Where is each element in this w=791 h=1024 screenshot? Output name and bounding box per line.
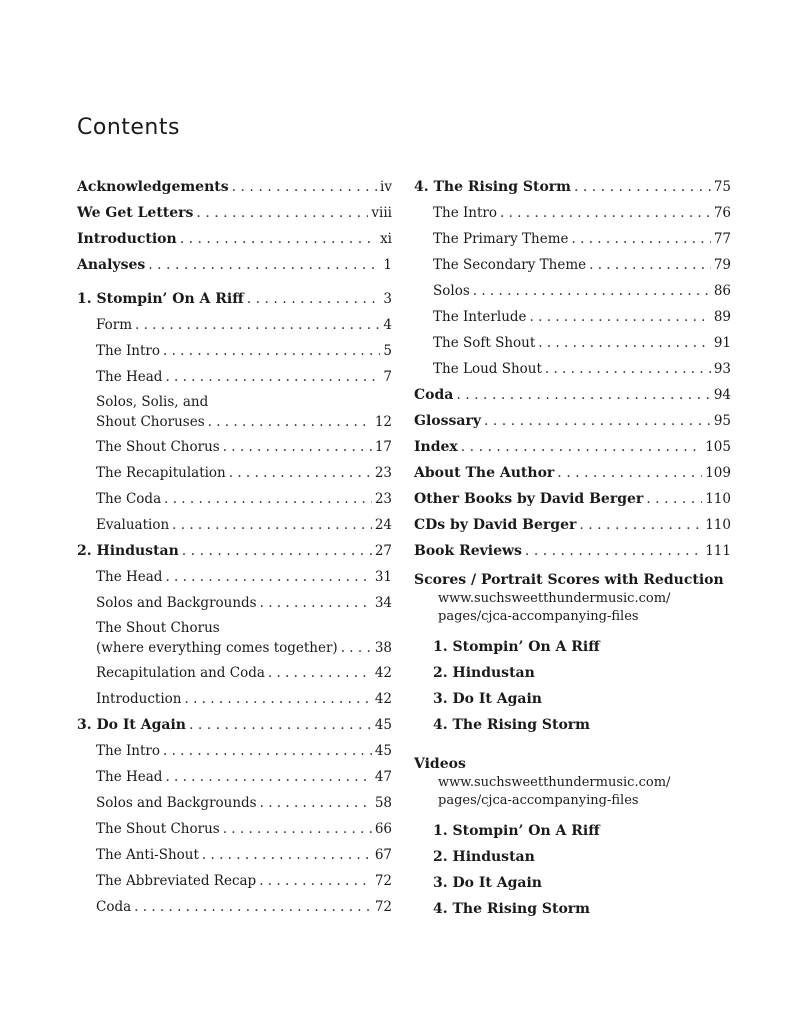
toc-page-number: 110	[705, 517, 731, 533]
toc-page-number: 94	[713, 387, 731, 403]
toc-entry-title: The Shout Chorus	[96, 821, 220, 837]
toc-page-number: 1	[383, 257, 392, 273]
toc-page-number: 111	[705, 543, 731, 559]
toc-page-number: 47	[374, 769, 392, 785]
dot-leader	[574, 176, 711, 198]
toc-entry[interactable]	[414, 514, 731, 540]
toc-entry[interactable]	[77, 566, 392, 592]
toc-entry-title: Other Books by David Berger	[414, 491, 644, 507]
toc-entry-title: The Recapitulation	[96, 465, 226, 481]
dot-leader	[229, 462, 372, 484]
dot-leader	[223, 818, 372, 840]
toc-entry-title: The Secondary Theme	[433, 257, 587, 273]
dot-leader	[589, 254, 711, 276]
toc-entry[interactable]	[414, 176, 731, 202]
dot-leader	[579, 514, 702, 536]
toc-entry[interactable]	[77, 340, 392, 366]
toc-page-number: xi	[380, 231, 392, 247]
dot-leader	[189, 714, 372, 736]
scores-item[interactable]: 3. Do It Again	[433, 691, 542, 707]
toc-page-number: 91	[713, 335, 731, 351]
toc-entry-title: Analyses	[77, 257, 146, 273]
toc-entry[interactable]	[77, 592, 392, 618]
toc-entry[interactable]	[77, 618, 392, 662]
toc-entry[interactable]	[77, 662, 392, 688]
toc-entry[interactable]	[414, 202, 731, 228]
toc-entry[interactable]	[77, 254, 392, 280]
toc-entry-title: 1. Stompin’ On A Riff	[77, 291, 244, 307]
toc-entry[interactable]	[77, 176, 392, 202]
toc-entry-title: Acknowledgements	[77, 179, 229, 195]
toc-entry[interactable]	[414, 280, 731, 306]
toc-entry-title: The Loud Shout	[433, 361, 542, 377]
dot-leader	[208, 412, 372, 432]
videos-item[interactable]: 4. The Rising Storm	[433, 901, 590, 917]
toc-entry-title: About The Author	[414, 465, 555, 481]
toc-entry[interactable]	[77, 844, 392, 870]
toc-entry-title: The Head	[96, 369, 163, 385]
toc-entry-title: We Get Letters	[77, 205, 194, 221]
dot-leader	[259, 870, 372, 892]
dot-leader	[182, 540, 372, 562]
toc-page-number: 34	[374, 595, 392, 611]
toc-entry-title: Coda	[96, 899, 132, 915]
toc-entry-title: The Coda	[96, 491, 162, 507]
toc-entry-title: Solos and Backgrounds	[96, 595, 257, 611]
toc-entry-title: Solos and Backgrounds	[96, 795, 257, 811]
toc-entry[interactable]	[77, 488, 392, 514]
toc-entry-title: Coda	[414, 387, 454, 403]
toc-page-number: 67	[374, 847, 392, 863]
toc-page-number: 27	[374, 543, 392, 559]
toc-entry[interactable]	[77, 436, 392, 462]
toc-entry[interactable]	[77, 688, 392, 714]
toc-page-number: viii	[371, 205, 392, 221]
toc-entry-title: Recapitulation and Coda	[96, 665, 265, 681]
dot-leader	[456, 384, 710, 406]
dot-leader	[260, 792, 372, 814]
toc-entry-title-cont: Shout Choruses	[96, 414, 205, 430]
toc-entry-title: Introduction	[96, 691, 182, 707]
dot-leader	[473, 280, 711, 302]
toc-page-number: 42	[374, 665, 392, 681]
toc-page-number: 77	[713, 231, 731, 247]
toc-entry[interactable]	[77, 228, 392, 254]
videos-item[interactable]: 1. Stompin’ On A Riff	[433, 823, 600, 839]
toc-entry[interactable]	[414, 384, 731, 410]
toc-entry-title: The Interlude	[433, 309, 527, 325]
toc-entry-title: The Head	[96, 769, 163, 785]
dot-leader	[557, 462, 702, 484]
dot-leader	[545, 358, 711, 380]
toc-left-column	[77, 176, 392, 922]
toc-entry-title: The Intro	[433, 205, 498, 221]
dot-leader	[165, 366, 380, 388]
dot-leader	[530, 306, 711, 328]
toc-page-number: 23	[374, 465, 392, 481]
toc-page-number: 110	[705, 491, 731, 507]
dot-leader	[163, 340, 380, 362]
dot-leader	[185, 688, 372, 710]
toc-entry[interactable]	[77, 514, 392, 540]
toc-page-number: 42	[374, 691, 392, 707]
toc-entry[interactable]	[414, 410, 731, 436]
dot-leader	[247, 288, 381, 310]
toc-entry-line	[96, 412, 392, 432]
toc-entry[interactable]	[77, 740, 392, 766]
toc-entry-title-cont: (where everything comes together)	[96, 640, 338, 656]
toc-entry[interactable]	[414, 332, 731, 358]
toc-entry-title: Solos	[433, 283, 470, 299]
scores-url-line1[interactable]: www.suchsweetthundermusic.com/	[438, 591, 671, 606]
toc-entry[interactable]	[77, 792, 392, 818]
toc-entry[interactable]	[414, 540, 731, 566]
toc-right-column	[414, 176, 731, 924]
dot-leader	[525, 540, 702, 562]
videos-item[interactable]: 2. Hindustan	[433, 849, 535, 865]
scores-item[interactable]: 4. The Rising Storm	[433, 717, 590, 733]
toc-entry-title: The Intro	[96, 743, 161, 759]
toc-entry[interactable]	[77, 766, 392, 792]
videos-url-line2[interactable]: pages/cjca-accompanying-files	[438, 793, 639, 808]
videos-heading: Videos	[414, 756, 466, 772]
toc-page-number: 79	[713, 257, 731, 273]
toc-entry-title: CDs by David Berger	[414, 517, 577, 533]
toc-entry[interactable]	[414, 306, 731, 332]
toc-entry-title: The Shout Chorus	[96, 439, 220, 455]
toc-entry[interactable]	[77, 202, 392, 228]
page-title: Contents	[77, 115, 180, 140]
toc-entry-title: The Anti-Shout	[96, 847, 199, 863]
dot-leader	[223, 436, 372, 458]
toc-entry[interactable]	[77, 392, 392, 436]
toc-page-number: 105	[705, 439, 731, 455]
toc-page-number: 7	[383, 369, 392, 385]
toc-entry-title: Book Reviews	[414, 543, 522, 559]
toc-entry[interactable]	[77, 818, 392, 844]
toc-entry[interactable]	[77, 462, 392, 488]
dot-leader	[260, 592, 372, 614]
scores-heading: Scores / Portrait Scores with Reduction	[414, 572, 724, 588]
toc-entry-line	[96, 638, 392, 658]
toc-page-number: 4	[383, 317, 392, 333]
videos-section	[414, 754, 731, 924]
toc-page-number: 24	[374, 517, 392, 533]
toc-entry[interactable]	[77, 870, 392, 896]
videos-item[interactable]: 3. Do It Again	[433, 875, 542, 891]
dot-leader	[538, 332, 711, 354]
toc-page-number: 72	[374, 899, 392, 915]
toc-entry-title: Solos, Solis, and	[96, 394, 209, 410]
toc-entry-title: 4. The Rising Storm	[414, 179, 571, 195]
dot-leader	[341, 638, 372, 658]
toc-entry-title: Introduction	[77, 231, 177, 247]
toc-entry-title: The Head	[96, 569, 163, 585]
toc-page-number: 109	[705, 465, 731, 481]
dot-leader	[172, 514, 372, 536]
dot-leader	[135, 314, 380, 336]
dot-leader	[572, 228, 711, 250]
dot-leader	[148, 254, 380, 276]
dot-leader	[500, 202, 711, 224]
toc-page-number: 76	[713, 205, 731, 221]
toc-page-number: 93	[713, 361, 731, 377]
videos-url-line1[interactable]: www.suchsweetthundermusic.com/	[438, 775, 671, 790]
scores-section	[414, 570, 731, 740]
dot-leader	[134, 896, 372, 918]
dot-leader	[268, 662, 372, 684]
dot-leader	[484, 410, 711, 432]
dot-leader	[164, 488, 372, 510]
dot-leader	[165, 566, 371, 588]
toc-entry-title: Form	[96, 317, 133, 333]
toc-entry[interactable]	[414, 358, 731, 384]
toc-page-number: 86	[713, 283, 731, 299]
toc-page-number: 75	[713, 179, 731, 195]
toc-entry[interactable]	[414, 436, 731, 462]
dot-leader	[202, 844, 372, 866]
toc-entry[interactable]	[414, 228, 731, 254]
toc-page-number: 23	[374, 491, 392, 507]
toc-entry-title: The Soft Shout	[433, 335, 536, 351]
toc-entry-title: Index	[414, 439, 458, 455]
toc-page-number: 5	[383, 343, 392, 359]
toc-page-number: 17	[374, 439, 392, 455]
dot-leader	[461, 436, 702, 458]
dot-leader	[165, 766, 371, 788]
toc-entry[interactable]	[414, 462, 731, 488]
toc-page-number: 66	[374, 821, 392, 837]
toc-page-number: 45	[374, 743, 392, 759]
toc-entry[interactable]	[77, 714, 392, 740]
toc-entry-title: The Abbreviated Recap	[96, 873, 257, 889]
toc-entry-title: 3. Do It Again	[77, 717, 186, 733]
toc-entry[interactable]	[77, 366, 392, 392]
toc-page-number: 12	[374, 414, 392, 430]
toc-entry-title: The Intro	[96, 343, 161, 359]
toc-entry-title: Evaluation	[96, 517, 170, 533]
dot-leader	[163, 740, 372, 762]
dot-leader	[232, 176, 377, 198]
toc-entry[interactable]	[77, 896, 392, 922]
dot-leader	[646, 488, 702, 510]
toc-page-number: 31	[374, 569, 392, 585]
scores-item[interactable]: 2. Hindustan	[433, 665, 535, 681]
dot-leader	[180, 228, 377, 250]
toc-page-number: 38	[374, 640, 392, 656]
toc-page-number: 72	[374, 873, 392, 889]
toc-entry[interactable]	[414, 488, 731, 514]
dot-leader	[196, 202, 368, 224]
toc-page-number: iv	[380, 179, 392, 195]
scores-url-line2[interactable]: pages/cjca-accompanying-files	[438, 609, 639, 624]
toc-entry-title: The Shout Chorus	[96, 620, 220, 636]
toc-entry[interactable]	[77, 288, 392, 314]
toc-page-number: 58	[374, 795, 392, 811]
toc-page-number: 3	[383, 291, 392, 307]
toc-entry-title: Glossary	[414, 413, 481, 429]
toc-page-number: 95	[713, 413, 731, 429]
toc-entry[interactable]	[77, 314, 392, 340]
scores-item[interactable]: 1. Stompin’ On A Riff	[433, 639, 600, 655]
toc-entry-title: 2. Hindustan	[77, 543, 179, 559]
toc-entry[interactable]	[77, 540, 392, 566]
toc-entry[interactable]	[414, 254, 731, 280]
toc-page-number: 89	[713, 309, 731, 325]
toc-right-entries	[414, 176, 731, 566]
toc-page-number: 45	[374, 717, 392, 733]
toc-entry-title: The Primary Theme	[433, 231, 569, 247]
